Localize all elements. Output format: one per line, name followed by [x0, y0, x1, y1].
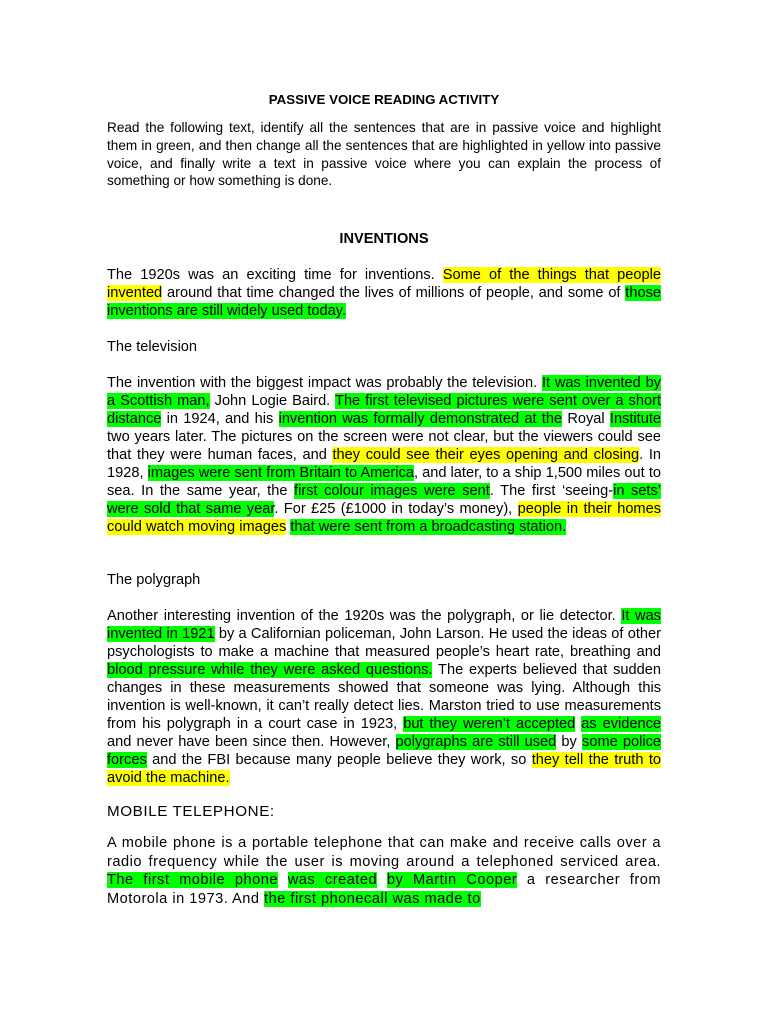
- text-run: around that time changed the lives of millions of people, and some of: [162, 285, 626, 301]
- yellow-highlight: they could see their eyes opening and closing: [332, 447, 640, 463]
- text-run: and the FBI because many people believe they work, so: [146, 752, 532, 768]
- text-run: by: [556, 734, 583, 750]
- green-highlight: The first mobile phone: [107, 872, 278, 889]
- document-title: PASSIVE VOICE READING ACTIVITY: [268, 92, 500, 107]
- intro-paragraph: [107, 266, 661, 320]
- yellow-highlight: they tell the truth to avoid the machine.: [107, 752, 661, 786]
- green-highlight: blood pressure while they were asked questions.: [107, 662, 433, 678]
- green-highlight: Institute: [609, 411, 662, 427]
- green-highlight: was created: [287, 872, 378, 889]
- mobile-telephone-heading: MOBILE TELEPHONE:: [107, 803, 275, 820]
- green-highlight: that were sent from a broadcasting station.: [290, 519, 567, 535]
- mobile-paragraph: [107, 834, 661, 909]
- yellow-highlight: Some of the things that people invented: [107, 267, 661, 301]
- text-run: in 1924, and his: [161, 411, 279, 427]
- green-highlight: invention was formally demonstrated at the: [278, 411, 563, 427]
- text-run: and never have been since then. However,: [107, 734, 396, 750]
- green-highlight: It was invented by a Scottish man,: [107, 375, 661, 409]
- yellow-highlight: people in their homes could watch moving images: [107, 501, 661, 535]
- green-highlight: but they weren’t accepted: [403, 716, 576, 732]
- text-run: . The first ‘seeing-: [489, 483, 614, 499]
- green-highlight: inventions are still widely used today.: [107, 303, 347, 319]
- green-highlight: images were sent from Britain to America: [147, 465, 414, 481]
- green-highlight: It was invented in 1921: [107, 608, 661, 642]
- text-run: John Logie Baird.: [209, 393, 336, 409]
- green-highlight: in sets’ were sold that same year: [107, 483, 662, 517]
- green-highlight: first colour images were sent: [294, 483, 490, 499]
- text-run: , and later, to a ship 1,500 miles out to sea. In the same year, the: [107, 465, 661, 499]
- polygraph-subheading: The polygraph: [107, 572, 201, 588]
- text-run: The invention with the biggest impact was probably the television.: [107, 375, 542, 391]
- television-paragraph: [107, 374, 661, 536]
- text-run: Another interesting invention of the 1920s was the polygraph, or lie detector.: [107, 608, 622, 624]
- text-run: . In 1928,: [107, 447, 662, 481]
- green-highlight: polygraphs are still used: [395, 734, 557, 750]
- text-run: A mobile phone is a portable telephone that can make and receive calls over a radio frequency while the user is moving around a telephoned serviced area.: [107, 835, 661, 870]
- green-highlight: The first televised pictures were sent over a short distance: [107, 393, 661, 427]
- text-run: [377, 872, 387, 888]
- text-run: a researcher from Motorola in 1973. And: [107, 872, 661, 908]
- text-run: The experts believed that sudden changes in these measurements showed that someone was lying. Although this invention is well-known, it can’t really detect lies. Marston tried to use measurements from his polygraph in a court case in 1923,: [107, 662, 661, 732]
- green-highlight: by Martin Cooper: [386, 872, 518, 889]
- polygraph-paragraph: [107, 607, 661, 787]
- green-highlight: those: [625, 285, 661, 301]
- green-highlight: as evidence: [581, 716, 661, 732]
- inventions-heading: INVENTIONS: [339, 231, 429, 247]
- text-run: . For £25 (£1000 in today’s money),: [274, 501, 518, 517]
- text-run: two years later. The pictures on the screen were not clear, but the viewers could see that they were human faces, and: [107, 429, 661, 463]
- green-highlight: some police forces: [107, 734, 662, 768]
- green-highlight: the first phonecall was made to: [264, 891, 481, 908]
- text-run: Royal: [562, 411, 610, 427]
- television-subheading: The television: [107, 339, 198, 355]
- text-run: [278, 872, 288, 888]
- text-run: The 1920s was an exciting time for inventions.: [107, 267, 443, 283]
- activity-instructions: Read the following text, identify all the sentences that are in passive voice and highlight them in green, and then change all the sentences that are highlighted in yellow into passive voice, and finally write a text in passive voice where you can explain the process of something or how something is done.: [107, 120, 661, 189]
- text-run: by a Californian policeman, John Larson. He used the ideas of other psychologists to make a machine that measured people’s heart rate, breathing and: [107, 626, 661, 660]
